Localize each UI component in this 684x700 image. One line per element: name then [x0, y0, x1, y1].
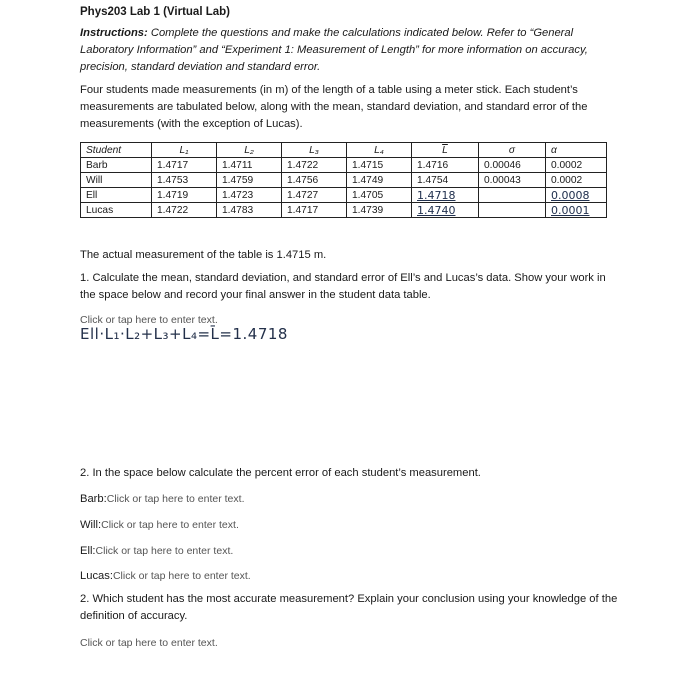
barb-label: Barb: — [80, 493, 107, 505]
cell-sigma[interactable] — [479, 188, 546, 203]
cell-l4: 1.4739 — [347, 203, 412, 218]
barb-answer-field[interactable]: Click or tap here to enter text. — [106, 493, 245, 505]
cell-sigma: 0.00046 — [479, 158, 546, 173]
intro-paragraph: Four students made measurements (in m) of the length of a table using a meter stick. Each student’s measurements are tabulated below, along with the mean, standard deviation, and standard error of the measurements (with the exception of Lucas). — [80, 84, 588, 130]
cell-l1: 1.4722 — [152, 203, 217, 218]
cell-mean-handwritten[interactable]: 1.4718 — [412, 188, 479, 203]
cell-l4: 1.4705 — [347, 188, 412, 203]
cell-l2: 1.4711 — [217, 158, 282, 173]
cell-mean: 1.4754 — [412, 173, 479, 188]
lucas-answer-field[interactable]: Click or tap here to enter text. — [112, 570, 251, 582]
cell-alpha-handwritten[interactable]: 0.0008 — [546, 188, 607, 203]
will-line — [80, 517, 620, 534]
instructions — [80, 25, 620, 76]
doc-title: Phys203 Lab 1 (Virtual Lab) — [80, 6, 230, 18]
cell-student: Ell — [81, 188, 152, 203]
cell-l2: 1.4723 — [217, 188, 282, 203]
cell-student: Lucas — [81, 203, 152, 218]
barb-line — [80, 491, 620, 508]
actual-measurement: The actual measurement of the table is 1.4715 m. — [80, 249, 327, 261]
q1-handwritten-answer: Ell·L₁·L₂+L₃+L₄=L̄=1.4718 — [80, 325, 288, 343]
header-l2: L₂ — [217, 143, 282, 158]
will-label: Will: — [80, 519, 102, 531]
instructions-label: Instructions: — [80, 27, 148, 39]
cell-l3: 1.4756 — [282, 173, 347, 188]
cell-l4: 1.4715 — [347, 158, 412, 173]
will-answer-field[interactable]: Click or tap here to enter text. — [101, 519, 239, 531]
table-header-row — [81, 143, 607, 158]
q3-answer-field[interactable]: Click or tap here to enter text. — [80, 637, 218, 649]
cell-l1: 1.4719 — [152, 188, 217, 203]
table-row — [81, 203, 607, 218]
header-l1: L₁ — [152, 143, 217, 158]
cell-mean-handwritten[interactable]: 1.4740 — [412, 203, 479, 218]
cell-student: Will — [81, 173, 152, 188]
cell-alpha: 0.0002 — [546, 158, 607, 173]
cell-l2: 1.4783 — [217, 203, 282, 218]
ell-answer-field[interactable]: Click or tap here to enter text. — [95, 545, 234, 557]
q1-answer-field[interactable]: Click or tap here to enter text. — [80, 314, 218, 326]
cell-l1: 1.4753 — [152, 173, 217, 188]
table-row — [81, 188, 607, 203]
lucas-label: Lucas: — [80, 570, 113, 582]
student-data-table — [80, 142, 607, 218]
instructions-text: Complete the questions and make the calculations indicated below. Refer to “General Laboratory Information” and “Experiment 1: Measurement of Length” for more information on accuracy, precision, standard deviation and standard error. — [80, 27, 588, 73]
question-3: 2. Which student has the most accurate measurement? Explain your conclusion using your knowledge of the definition of accuracy. — [80, 593, 618, 622]
cell-l1: 1.4717 — [152, 158, 217, 173]
cell-alpha: 0.0002 — [546, 173, 607, 188]
question-2: 2. In the space below calculate the percent error of each student’s measurement. — [80, 467, 481, 479]
cell-student: Barb — [81, 158, 152, 173]
header-l3: L₃ — [282, 143, 347, 158]
table-row — [81, 173, 607, 188]
cell-alpha-handwritten[interactable]: 0.0001 — [546, 203, 607, 218]
header-l4: L₄ — [347, 143, 412, 158]
question-1: 1. Calculate the mean, standard deviation, and standard error of Ell’s and Lucas’s data. Show your work in the space below and record your final answer in the student data table. — [80, 272, 606, 301]
cell-l2: 1.4759 — [217, 173, 282, 188]
cell-sigma[interactable] — [479, 203, 546, 218]
table-row — [81, 158, 607, 173]
header-mean: $\overline{L}$ — [412, 143, 479, 158]
header-alpha: α — [546, 143, 607, 158]
cell-l3: 1.4722 — [282, 158, 347, 173]
cell-l3: 1.4727 — [282, 188, 347, 203]
cell-l4: 1.4749 — [347, 173, 412, 188]
header-student: Student — [81, 143, 152, 158]
cell-mean: 1.4716 — [412, 158, 479, 173]
cell-sigma: 0.00043 — [479, 173, 546, 188]
header-sigma: σ — [479, 143, 546, 158]
ell-label: Ell: — [80, 545, 96, 557]
ell-line — [80, 543, 620, 560]
lucas-line — [80, 568, 620, 585]
cell-l3: 1.4717 — [282, 203, 347, 218]
